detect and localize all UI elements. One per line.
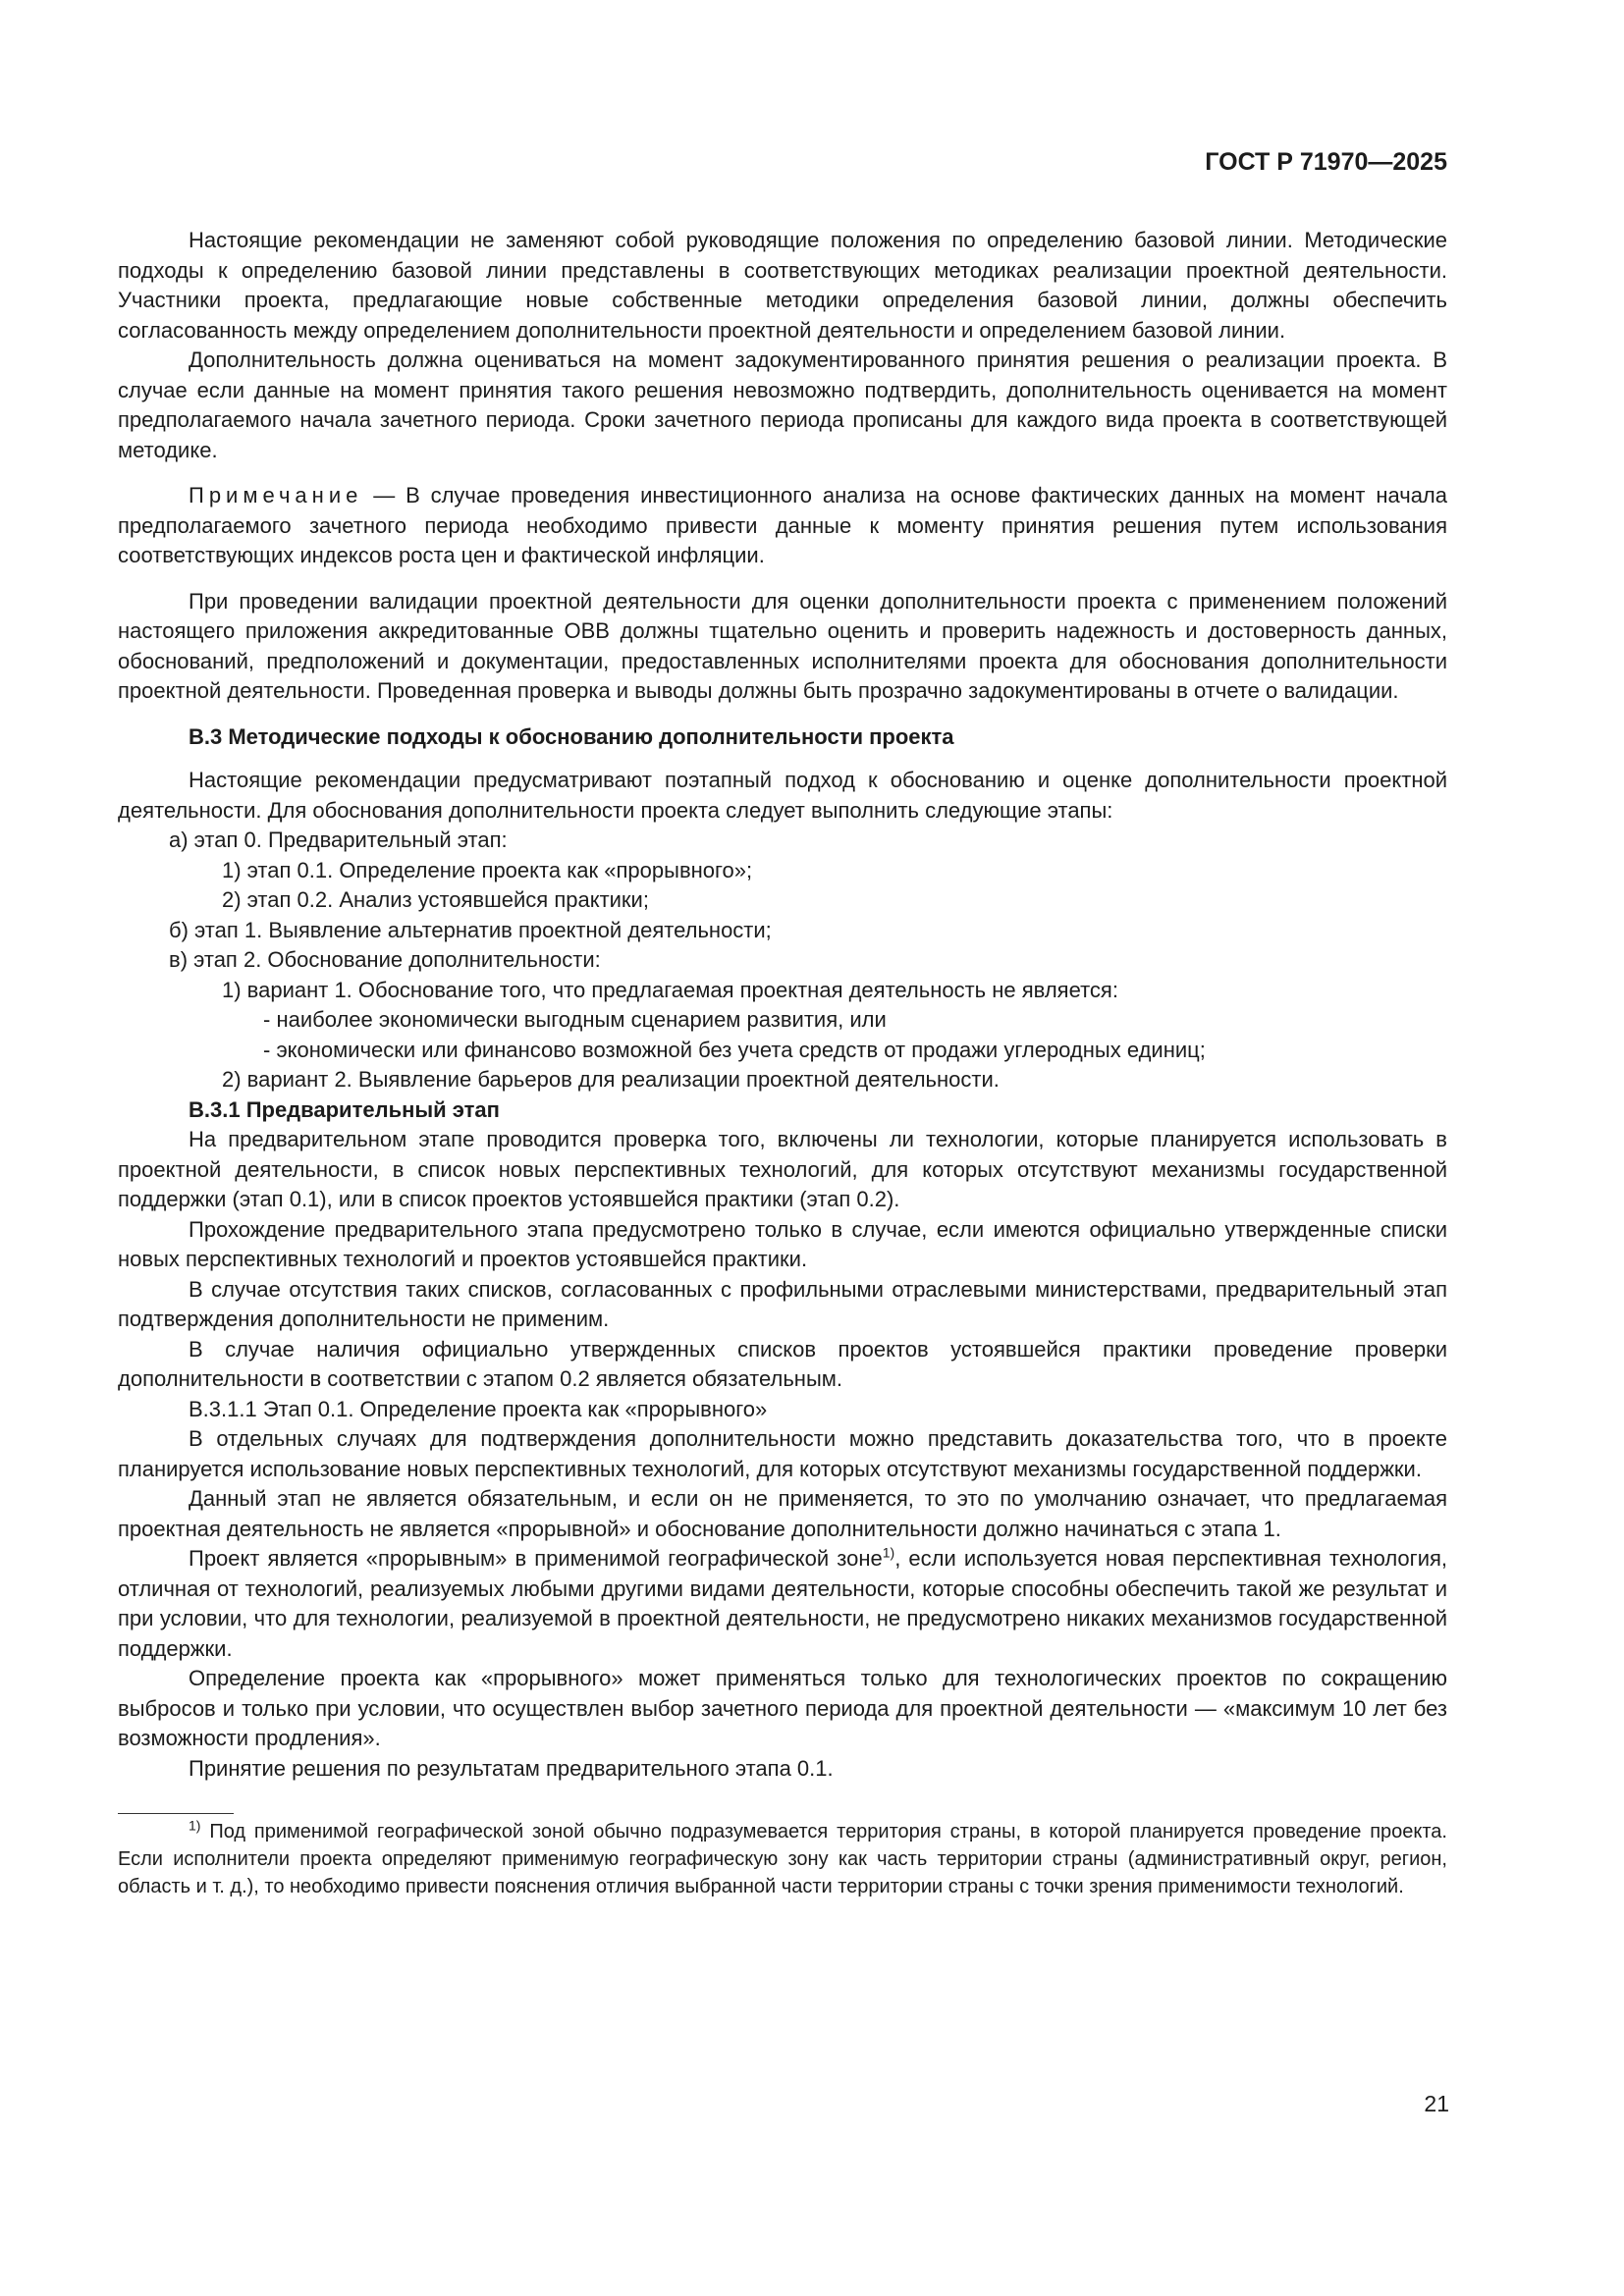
paragraph: Настоящие рекомендации предусматривают поэтапный подход к обоснованию и оценке дополнительности проектной деятельности. Для обоснования дополнительности проекта следует выполнить следующие этапы: [118, 768, 1447, 823]
subsection-heading-b31: В.3.1 Предварительный этап [189, 1096, 500, 1122]
list-item: а) этап 0. Предварительный этап: [169, 828, 508, 852]
subsection-heading-b311: В.3.1.1 Этап 0.1. Определение проекта как «прорывного» [189, 1396, 768, 1421]
paragraph: Дополнительность должна оцениваться на момент задокументированного принятия решения о реализации проекта. В случае если данные на момент принятия такого решения невозможно подтвердить, дополнительность оценивается на момент предполагаемого начала зачетного периода. Сроки зачетного периода прописаны для каждого вида проекта в соответствующей методике. [118, 347, 1447, 462]
list-item: в) этап 2. Обоснование дополнительности: [169, 947, 601, 972]
paragraph: На предварительном этапе проводится проверка того, включены ли технологии, которые планируется использовать в проектной деятельности, в список новых перспективных технологий, для которых отсутствуют механизмы государственной поддержки (этап 0.1), или в список проектов устоявшейся практики (этап 0.2). [118, 1127, 1447, 1211]
paragraph: При проведении валидации проектной деятельности для оценки дополнительности проекта с применением положений настоящего приложения аккредитованные ОВВ должны тщательно оценить и проверить надежность и достоверность данных, обоснований, предположений и документации, предоставленных исполнителями проекта для обоснования дополнительности проектной деятельности. Проведенная проверка и выводы должны быть прозрачно задокументированы в отчете о валидации. [118, 588, 1447, 703]
section-heading-b3: В.3 Методические подходы к обоснованию дополнительности проекта [189, 723, 954, 749]
footnote [118, 1818, 1447, 1900]
footnote-ref[interactable]: 1) [882, 1544, 895, 1561]
paragraph [118, 1544, 1447, 1664]
paragraph: Настоящие рекомендации не заменяют собой руководящие положения по определению базовой линии. Методические подходы к определению базовой линии представлены в соответствующих методиках реализации проектной деятельности. Участники проекта, предлагающие новые собственные методики определения базовой линии, должны обеспечить согласованность между определением дополнительности проектной деятельности и определением базовой линии. [118, 228, 1447, 343]
paragraph: В случае наличия официально утвержденных списков проектов устоявшейся практики проведение проверки дополнительности в соответствии с этапом 0.2 является обязательным. [118, 1336, 1447, 1391]
list-item: - наиболее экономически выгодным сценарием развития, или [263, 1007, 887, 1032]
paragraph: Определение проекта как «прорывного» может применяться только для технологических проектов по сокращению выбросов и только при условии, что осуществлен выбор зачетного периода для проектной деятельности — «максимум 10 лет без возможности продления». [118, 1666, 1447, 1750]
page-body [118, 226, 1447, 1900]
list-item: 2) этап 0.2. Анализ устоявшейся практики; [222, 887, 649, 912]
paragraph: Данный этап не является обязательным, и если он не применяется, то это по умолчанию означает, что предлагаемая проектная деятельность не является «прорывной» и обоснование дополнительности должно начинаться с этапа 1. [118, 1486, 1447, 1541]
footnote-divider [118, 1813, 234, 1814]
paragraph-text: Проект является «прорывным» в применимой географической зоне [189, 1546, 883, 1571]
list-item: - экономически или финансово возможной без учета средств от продажи углеродных единиц; [263, 1037, 1206, 1062]
list-item: 2) вариант 2. Выявление барьеров для реализации проектной деятельности. [222, 1067, 1000, 1092]
note [118, 481, 1447, 571]
paragraph: Принятие решения по результатам предварительного этапа 0.1. [189, 1755, 834, 1781]
paragraph-text: , если используется новая перспективная технология, отличная от технологий, реализуемых любыми другими видами деятельности, которые способны обеспечить такой же результат и при условии, что для технологии, реализуемой в проектной деятельности, не предусмотрено никаких механизмов государственной поддержки. [118, 1546, 1448, 1661]
list-item: 1) вариант 1. Обоснование того, что предлагаемая проектная деятельность не является: [222, 977, 1118, 1002]
footnote-marker: 1) [189, 1817, 201, 1834]
note-text: — В случае проведения инвестиционного анализа на основе фактических данных на момент начала предполагаемого зачетного периода необходимо привести данные к моменту принятия решения путем использования соответствующих индексов роста цен и фактической инфляции. [118, 483, 1447, 567]
paragraph: В отдельных случаях для подтверждения дополнительности можно представить доказательства того, что в проекте планируется использование новых перспективных технологий, для которых отсутствуют механизмы государственной поддержки. [118, 1426, 1447, 1481]
paragraph: В случае отсутствия таких списков, согласованных с профильными отраслевыми министерствами, предварительный этап подтверждения дополнительности не применим. [118, 1276, 1447, 1331]
page-number: 21 [1424, 2091, 1449, 2116]
list-item: б) этап 1. Выявление альтернатив проектной деятельности; [169, 917, 772, 942]
footnote-text: Под применимой географической зоной обычно подразумевается территория страны, в которой планируется проведение проекта. Если исполнители проекта определяют применимую географическую зону как часть территории страны (административный округ, регион, область и т. д.), то необходимо привести пояснения отличия выбранной части территории страны с точки зрения применимости технологий. [118, 1821, 1447, 1897]
document-code: ГОСТ Р 71970—2025 [1205, 148, 1447, 176]
paragraph: Прохождение предварительного этапа предусмотрено только в случае, если имеются официально утвержденные списки новых перспективных технологий и проектов устоявшейся практики. [118, 1216, 1447, 1271]
list-item: 1) этап 0.1. Определение проекта как «прорывного»; [222, 857, 753, 882]
note-label: Примечание [189, 483, 363, 507]
